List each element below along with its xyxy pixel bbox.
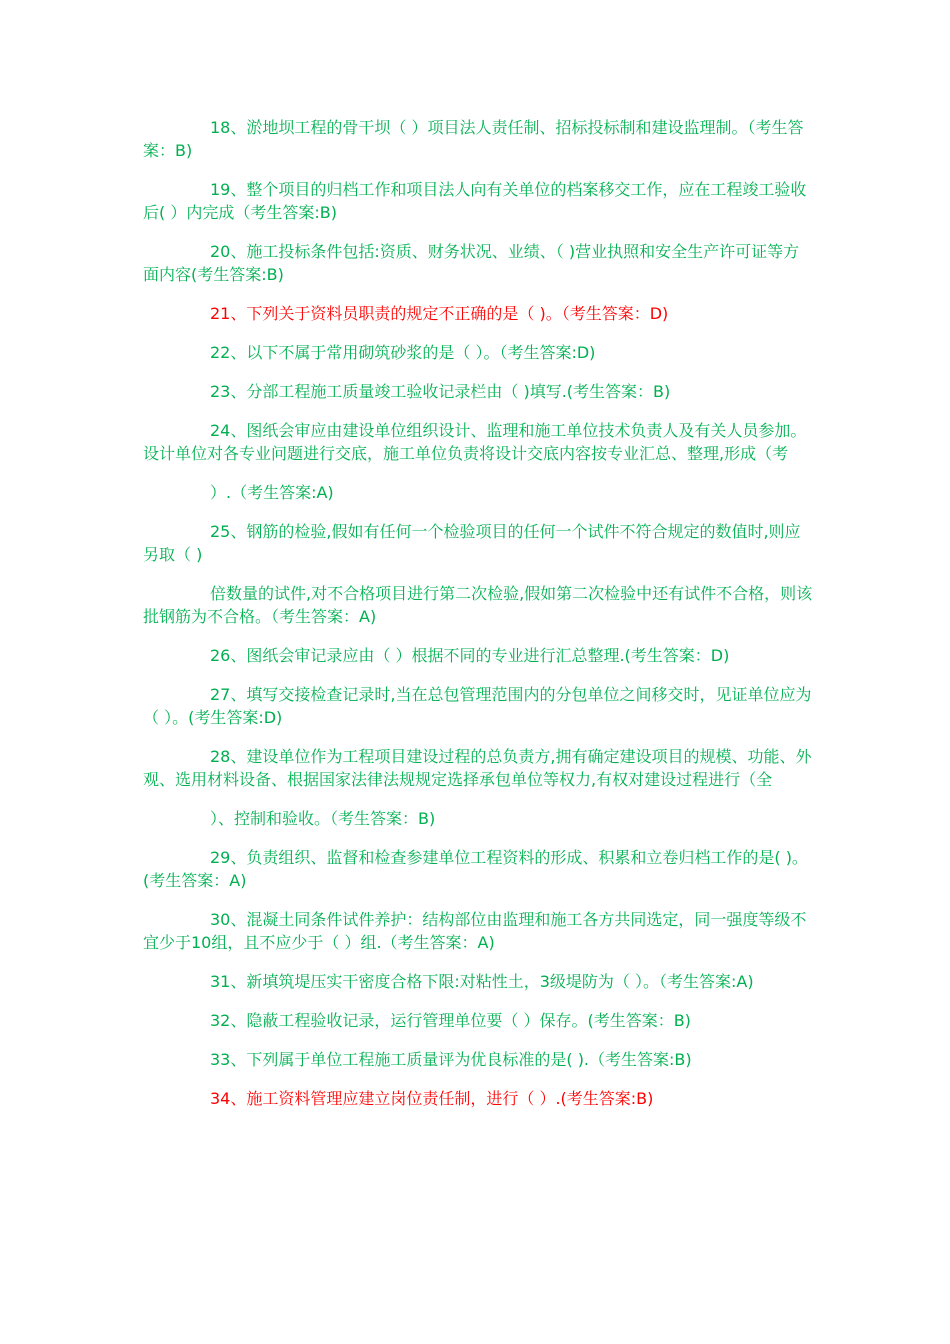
question-paragraph: 34、施工资料管理应建立岗位责任制，进行（ ）.(考生答案:B): [210, 1089, 654, 1108]
question-paragraph: 21、下列关于资料员职责的规定不正确的是（ )。（考生答案：D): [210, 304, 669, 323]
question-paragraph: ）、控制和验收。（考生答案：B): [210, 809, 436, 828]
question-paragraph: 18、淤地坝工程的骨干坝（ ）项目法人责任制、招标投标制和建设监理制。（考生答案：B): [143, 118, 804, 160]
question-paragraph: 22、以下不属于常用砌筑砂浆的是（ ）。（考生答案:D): [210, 343, 596, 362]
question-list: [143, 116, 813, 1126]
question-paragraph: 25、钢筋的检验,假如有任何一个检验项目的任何一个试件不符合规定的数值时,则应另取（ ): [143, 522, 801, 564]
question-paragraph: 28、建设单位作为工程项目建设过程的总负责方,拥有确定建设项目的规模、功能、外观、选用材料设备、根据国家法律法规规定选择承包单位等权力,有权对建设过程进行（全: [143, 747, 812, 789]
question-paragraph: 27、填写交接检查记录时,当在总包管理范围内的分包单位之间移交时，见证单位应为（ ）。(考生答案:D): [143, 685, 812, 727]
question-paragraph: 24、图纸会审应由建设单位组织设计、监理和施工单位技术负责人及有关人员参加。设计单位对各专业问题进行交底，施工单位负责将设计交底内容按专业汇总、整理,形成（考: [143, 421, 807, 463]
question-paragraph: 倍数量的试件,对不合格项目进行第二次检验,假如第二次检验中还有试件不合格，则该批钢筋为不合格。（考生答案：A): [143, 584, 813, 626]
question-paragraph: 23、分部工程施工质量竣工验收记录栏由（ )填写.(考生答案：B): [210, 382, 671, 401]
question-paragraph: 26、图纸会审记录应由（ ）根据不同的专业进行汇总整理.(考生答案：D): [210, 646, 730, 665]
question-paragraph: 20、施工投标条件包括:资质、财务状况、业绩、（ )营业执照和安全生产许可证等方面内容(考生答案:B): [143, 242, 800, 284]
question-paragraph: 33、下列属于单位工程施工质量评为优良标准的是( ).（考生答案:B): [210, 1050, 692, 1069]
question-paragraph: ）.（考生答案:A): [210, 483, 334, 502]
question-paragraph: 29、负责组织、监督和检查参建单位工程资料的形成、积累和立卷归档工作的是( )。(考生答案：A): [143, 848, 808, 890]
question-paragraph: 31、新填筑堤压实干密度合格下限:对粘性土，3级堤防为（ ）。（考生答案:A): [210, 972, 754, 991]
question-paragraph: 30、混凝土同条件试件养护：结构部位由监理和施工各方共同选定，同一强度等级不宜少于10组，且不应少于（ ）组.（考生答案：A): [143, 910, 807, 952]
question-paragraph: 19、整个项目的归档工作和项目法人向有关单位的档案移交工作，应在工程竣工验收后( ）内完成（考生答案:B): [143, 180, 807, 222]
question-paragraph: 32、隐蔽工程验收记录，运行管理单位要（ ）保存。(考生答案：B): [210, 1011, 691, 1030]
